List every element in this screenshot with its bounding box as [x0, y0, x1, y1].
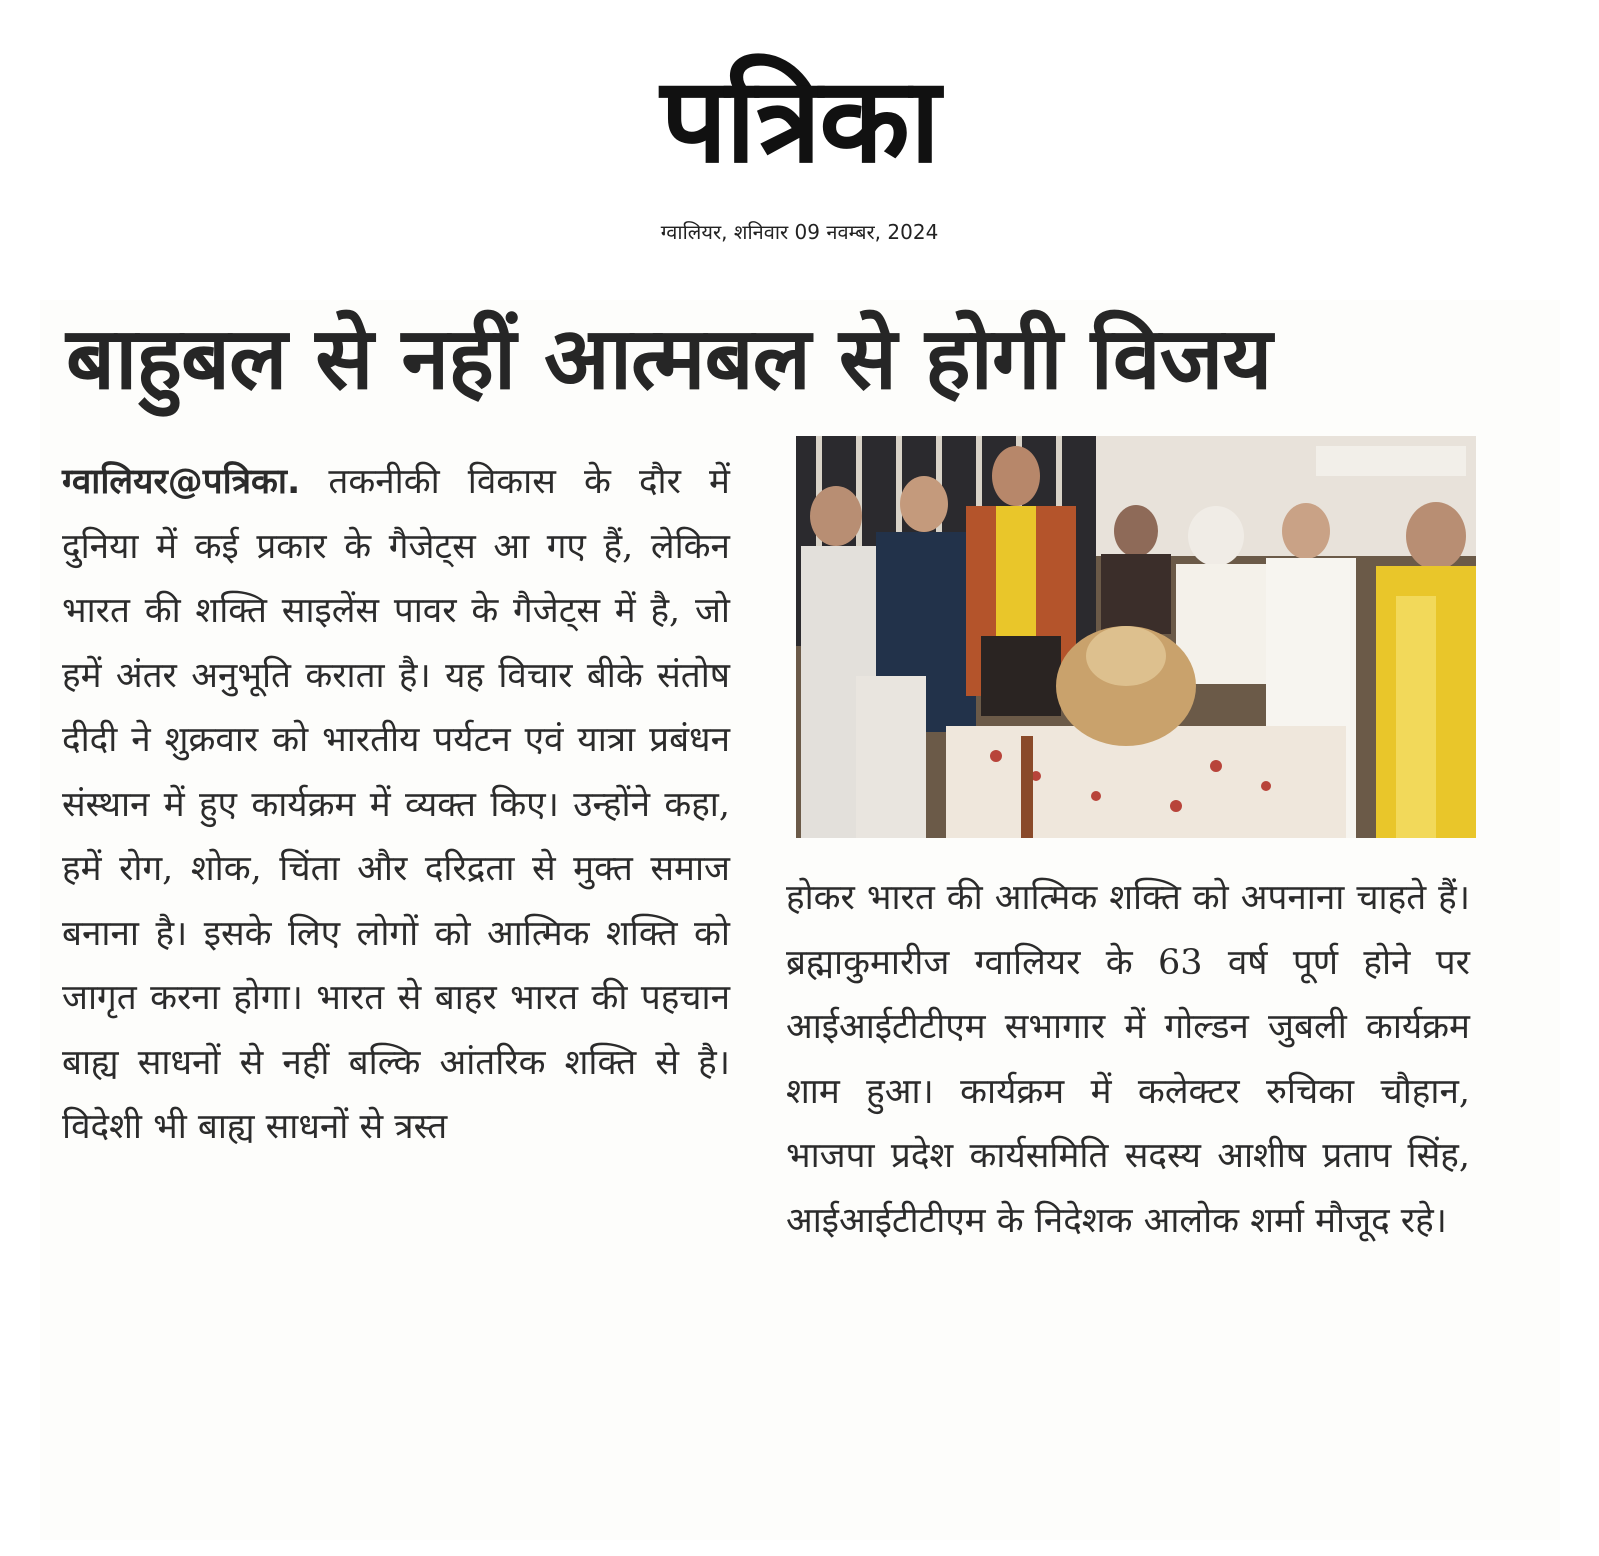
news-clipping: [40, 300, 1560, 1540]
article-body-right: होकर भारत की आत्मिक शक्ति को अपनाना चाहते हैं। ब्रह्माकुमारीज ग्वालियर के 63 वर्ष पूर्ण होने पर आईआईटीटीएम सभागार में गोल्डन जुबली कार्यक्रम शाम हुआ। कार्यक्रम में कलेक्टर रुचिका चौहान, भाजपा प्रदेश कार्यसमिति सदस्य आशीष प्रताप सिंह, आईआईटीटीएम के निदेशक आलोक शर्मा मौजूद रहे।: [786, 878, 1470, 1241]
dateline: ग्वालियर, शनिवार 09 नवम्बर, 2024: [660, 220, 939, 244]
event-photo-image: [796, 436, 1476, 838]
newspaper-logo: पत्रिका: [660, 51, 939, 189]
masthead-block: [0, 50, 1599, 190]
article-column-right: [786, 866, 1470, 1530]
article-column-left: [62, 450, 730, 1530]
article-byline: ग्वालियर@पत्रिका.: [62, 462, 301, 502]
event-photo: [796, 436, 1476, 838]
article-headline: बाहुबल से नहीं आत्मबल से होगी विजय: [66, 309, 1272, 409]
article-body-left: तकनीकी विकास के दौर में दुनिया में कई प्रकार के गैजेट्स आ गए हैं, लेकिन भारत की शक्ति साइलेंस पावर के गैजेट्स में है, जो हमें अंतर अनुभूति कराता है। यह विचार बीके संतोष दीदी ने शुक्रवार को भारतीय पर्यटन एवं यात्रा प्रबंधन संस्थान में हुए कार्यक्रम में व्यक्त किए। उन्होंने कहा, हमें रोग, शोक, चिंता और दरिद्रता से मुक्त समाज बनाना है। इसके लिए लोगों को आत्मिक शक्ति को जागृत करना होगा। भारत से बाहर भारत की पहचान बाह्य साधनों से नहीं बल्कि आंतरिक शक्ति से है। विदेशी भी बाह्य साधनों से त्रस्त: [62, 462, 730, 1147]
